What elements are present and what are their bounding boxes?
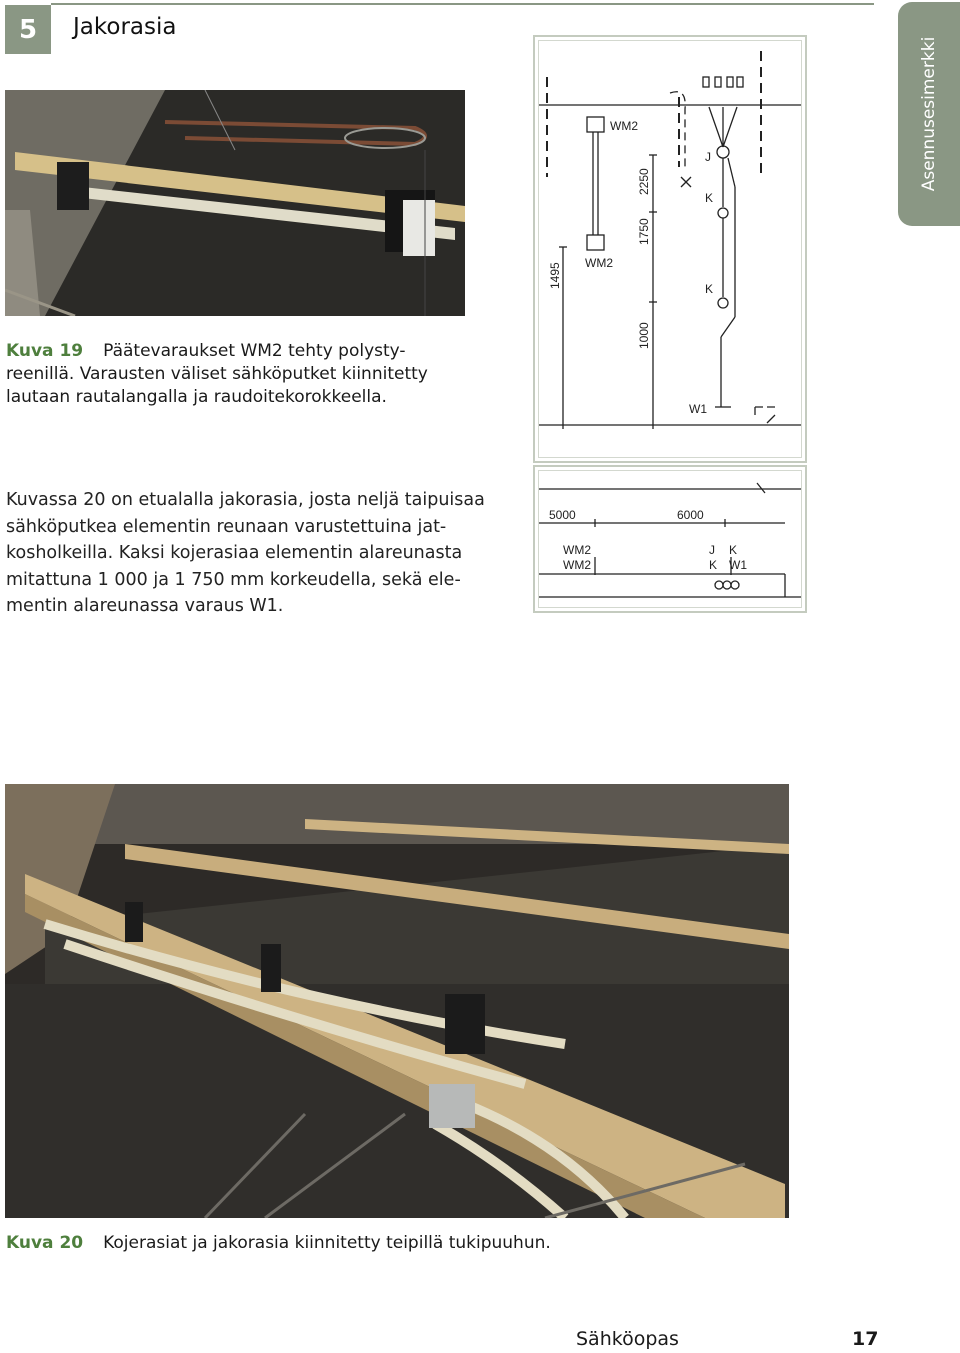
plan-k-b: K (709, 558, 718, 572)
plan-dim-5000: 5000 (549, 508, 576, 522)
elev-dim-1750: 1750 (637, 218, 651, 245)
plan-j: J (709, 543, 715, 557)
body-line3: kosholkeilla. Kaksi kojerasiaa elementin alareunasta (6, 543, 463, 563)
elev-dim-1495: 1495 (548, 262, 562, 289)
figure19-caption-line1: Päätevaraukset WM2 tehty polysty- (103, 341, 406, 361)
figure19-caption-line2: reenillä. Varausten väliset sähköputket kiinnitetty (6, 364, 428, 384)
elev-dim-2250: 2250 (637, 168, 651, 195)
figure20-label: Kuva 20 (6, 1233, 84, 1253)
figure19-caption-line3: lautaan rautalangalla ja raudoitekorokkeella. (6, 387, 387, 407)
elev-wm2-top: WM2 (610, 119, 638, 133)
figure19-photo (5, 90, 465, 316)
plan-wm2-b: WM2 (563, 558, 591, 572)
elev-w1: W1 (689, 402, 707, 416)
chapter-title: Jakorasia (73, 14, 177, 40)
figure19-label: Kuva 19 (6, 341, 84, 361)
elev-wm2-bottom: WM2 (585, 256, 613, 270)
body-line5: mentin alareunassa varaus W1. (6, 596, 284, 616)
elev-k-upper: K (705, 191, 714, 205)
figure19-caption (6, 340, 476, 409)
elev-k-lower: K (705, 282, 714, 296)
plan-drawing (533, 465, 807, 613)
figure20-caption (6, 1232, 706, 1255)
chapter-number: 5 (5, 5, 51, 54)
figure20-photo (5, 784, 789, 1218)
page-number: 17 (852, 1328, 879, 1350)
footer-source: Sähköopas (576, 1328, 679, 1350)
body-line2: sähköputkea elementin reunaan varustettuina jat- (6, 516, 447, 537)
plan-k-a: K (729, 543, 738, 557)
side-tab (898, 2, 960, 226)
body-paragraph (6, 487, 486, 620)
side-tab-label: Asennusesimerkki (919, 36, 939, 192)
elev-dim-1000: 1000 (637, 322, 651, 349)
elev-j: J (705, 150, 711, 164)
header-rule (51, 3, 874, 5)
figure20-caption-text: Kojerasiat ja jakorasia kiinnitetty teipillä tukipuuhun. (103, 1233, 551, 1253)
plan-wm2-a: WM2 (563, 543, 591, 557)
elevation-drawing (533, 35, 807, 463)
plan-dim-6000: 6000 (677, 508, 704, 522)
body-line4: mitattuna 1 000 ja 1 750 mm korkeudella, sekä ele- (6, 569, 461, 590)
body-line1: Kuvassa 20 on etualalla jakorasia, josta neljä taipuisaa (6, 490, 485, 510)
plan-w1: W1 (729, 558, 747, 572)
